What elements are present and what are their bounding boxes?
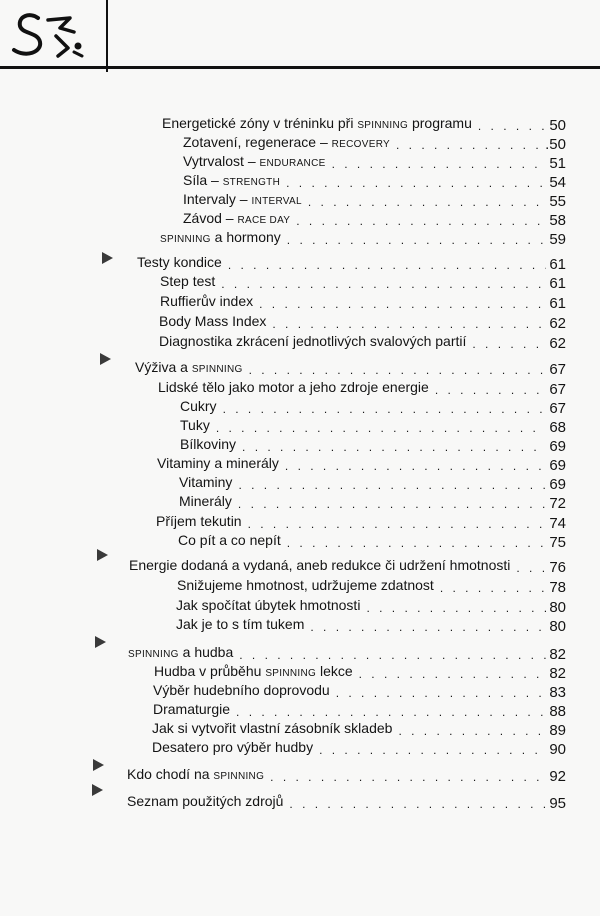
toc-entry-title: Lidské tělo jako motor a jeho zdroje energie: [158, 379, 429, 395]
toc-entry: [159, 312, 566, 332]
leader-dots: [336, 685, 547, 701]
toc-page-number: 80: [549, 599, 566, 616]
toc-entry: [154, 662, 566, 682]
toc-page-number: 69: [549, 476, 566, 493]
toc-page-number: 83: [549, 684, 566, 701]
toc-entry-title: Hudba v průběhu SPINNING lekce: [154, 663, 353, 679]
toc-page-number: 58: [549, 212, 566, 229]
toc-page-number: 54: [549, 174, 566, 191]
leader-dots: [259, 296, 546, 312]
toc-entry-title: Snižujeme hmotnost, udržujeme zdatnost: [177, 577, 434, 593]
toc-page-number: 78: [549, 579, 566, 596]
leader-dots: [359, 666, 547, 682]
toc-page-number: 72: [549, 495, 566, 512]
toc-entry: [177, 576, 566, 596]
leader-dots: [440, 580, 547, 596]
section-arrow-icon: [92, 784, 103, 796]
toc-page-number: 62: [549, 335, 566, 352]
leader-dots: [248, 516, 547, 532]
toc-page-number: 76: [549, 559, 566, 576]
toc-entry: [128, 643, 566, 663]
toc-entry: [176, 596, 566, 616]
toc-entry: [127, 792, 566, 812]
toc-entry: [158, 378, 566, 398]
toc-entry-title: Zotavení, regenerace – RECOVERY: [183, 134, 390, 150]
toc-entry-title: Dramaturgie: [153, 701, 231, 717]
leader-dots: [472, 336, 546, 352]
leader-dots: [228, 257, 546, 273]
toc-page-number: 88: [549, 703, 566, 720]
toc-page-number: 61: [549, 275, 566, 292]
leader-dots: [223, 401, 547, 417]
toc-entry-title: Energetické zóny v tréninku při SPINNING programu: [162, 115, 472, 131]
toc-entry: [160, 292, 566, 312]
toc-entry: [178, 531, 566, 551]
toc-entry: [179, 473, 566, 493]
section-arrow-icon: [97, 549, 108, 561]
leader-dots: [216, 420, 546, 436]
toc-page-number: 82: [549, 646, 566, 663]
leader-dots: [270, 769, 546, 785]
toc-page-number: 95: [549, 795, 566, 812]
section-arrow-icon: [95, 636, 106, 648]
toc-entry: [129, 556, 566, 576]
leader-dots: [516, 560, 546, 576]
toc-entry: [180, 397, 566, 417]
toc-entry-title: Step test: [160, 273, 216, 289]
toc-entry-title: Kdo chodí na SPINNING: [127, 766, 265, 782]
toc-entry-title: Jak spočítat úbytek hmotnosti: [176, 597, 361, 613]
toc-page-number: 67: [549, 400, 566, 417]
leader-dots: [289, 796, 546, 812]
toc-page-number: 62: [549, 315, 566, 332]
leader-dots: [272, 316, 546, 332]
leader-dots: [221, 276, 546, 292]
toc-entry: [183, 190, 566, 210]
toc-entry: [152, 719, 566, 739]
leader-dots: [332, 156, 547, 172]
toc-entry-title: Výběr hudebního doprovodu: [153, 682, 330, 698]
section-arrow-icon: [100, 353, 111, 365]
leader-dots: [398, 723, 546, 739]
toc-page-number: 55: [549, 193, 566, 210]
toc-page-number: 69: [549, 457, 566, 474]
toc-page-number: 80: [549, 618, 566, 635]
toc-entry: [156, 512, 566, 532]
toc-entry-title: Energie dodaná a vydaná, aneb redukce či udržení hmotnosti: [129, 557, 511, 573]
toc-page-number: 50: [549, 117, 566, 134]
leader-dots: [296, 213, 546, 229]
toc-entry: [183, 171, 566, 191]
toc-entry-title: Testy kondice: [137, 254, 222, 270]
toc-page-number: 69: [549, 438, 566, 455]
toc-page-number: 92: [549, 768, 566, 785]
toc-entry-title: Jak si vytvořit vlastní zásobník skladeb: [152, 720, 393, 736]
toc-entry: [183, 209, 566, 229]
toc-page-number: 61: [549, 256, 566, 273]
toc-entry-title: Vitaminy: [179, 474, 233, 490]
toc-entry: [160, 272, 566, 292]
toc-page-number: 74: [549, 515, 566, 532]
toc-entry-title: Ruffierův index: [160, 293, 254, 309]
toc-entry-title: Desatero pro výběr hudby: [152, 739, 314, 755]
toc-entry: [135, 358, 566, 378]
leader-dots: [435, 382, 546, 398]
toc-entry: [160, 228, 566, 248]
leader-dots: [236, 704, 546, 720]
toc-entry-title: Jak je to s tím tukem: [176, 616, 305, 632]
leader-dots: [238, 496, 546, 512]
leader-dots: [242, 439, 546, 455]
toc-entry-title: Intervaly – INTERVAL: [183, 191, 302, 207]
toc-entry: [157, 454, 566, 474]
toc-entry-title: Vitaminy a minerály: [157, 455, 279, 471]
toc-entry: [127, 765, 566, 785]
leader-dots: [287, 535, 547, 551]
header-vertical-rule: [106, 0, 108, 72]
toc-entry: [179, 492, 566, 512]
leader-dots: [310, 619, 546, 635]
toc-page-number: 89: [549, 722, 566, 739]
toc-entry-title: Příjem tekutin: [156, 513, 242, 529]
toc-page-number: 90: [549, 741, 566, 758]
toc-entry-title: Cukry: [180, 398, 217, 414]
toc-entry: [180, 416, 566, 436]
cyclist-logo-icon: [8, 6, 98, 62]
toc-entry: [176, 615, 566, 635]
toc-entry-title: Seznam použitých zdrojů: [127, 793, 284, 809]
toc-page-number: 51: [549, 155, 566, 172]
leader-dots: [238, 477, 546, 493]
toc-page-number: 61: [549, 295, 566, 312]
toc-entry-title: Co pít a co nepít: [178, 532, 281, 548]
toc-entry-title: Výživa a SPINNING: [135, 359, 243, 375]
toc-page-number: 67: [549, 381, 566, 398]
header-horizontal-rule: [0, 66, 600, 69]
toc-page-number: .50: [545, 136, 566, 153]
section-arrow-icon: [93, 759, 104, 771]
leader-dots: [319, 742, 546, 758]
toc-page-number: 82: [549, 665, 566, 682]
toc-entry-title: SPINNING a hormony: [160, 229, 281, 245]
toc-entry: [137, 253, 566, 273]
toc-entry-title: Body Mass Index: [159, 313, 267, 329]
toc-entry-title: Síla – STRENGTH: [183, 172, 281, 188]
toc-entry: [183, 152, 566, 172]
leader-dots: [286, 175, 546, 191]
leader-dots: [285, 458, 546, 474]
section-arrow-icon: [102, 252, 113, 264]
toc-entry-title: SPINNING a hudba: [128, 644, 234, 660]
toc-entry-title: Vytrvalost – ENDURANCE: [183, 153, 326, 169]
toc-entry: [162, 114, 566, 134]
leader-dots: [308, 194, 546, 210]
toc-entry-title: Diagnostika zkrácení jednotlivých svalových partií: [159, 333, 467, 349]
toc-entry-title: Minerály: [179, 493, 232, 509]
toc-entry: [153, 700, 566, 720]
toc-entry: [183, 133, 566, 153]
leader-dots: [249, 362, 547, 378]
toc-page-number: 59: [549, 231, 566, 248]
leader-dots: [478, 118, 546, 134]
leader-dots: [366, 600, 546, 616]
leader-dots: [287, 232, 547, 248]
toc-page-number: 67: [549, 361, 566, 378]
toc-entry: [159, 332, 566, 352]
leader-dots: [396, 137, 542, 153]
toc-entry: [153, 681, 566, 701]
toc-page-number: 75: [549, 534, 566, 551]
toc-entry: [180, 435, 566, 455]
toc-entry-title: Bílkoviny: [180, 436, 237, 452]
leader-dots: [239, 647, 546, 663]
toc-page-number: 68: [549, 419, 566, 436]
toc-entry: [152, 738, 566, 758]
toc-entry-title: Závod – RACE DAY: [183, 210, 291, 226]
toc-entry-title: Tuky: [180, 417, 210, 433]
